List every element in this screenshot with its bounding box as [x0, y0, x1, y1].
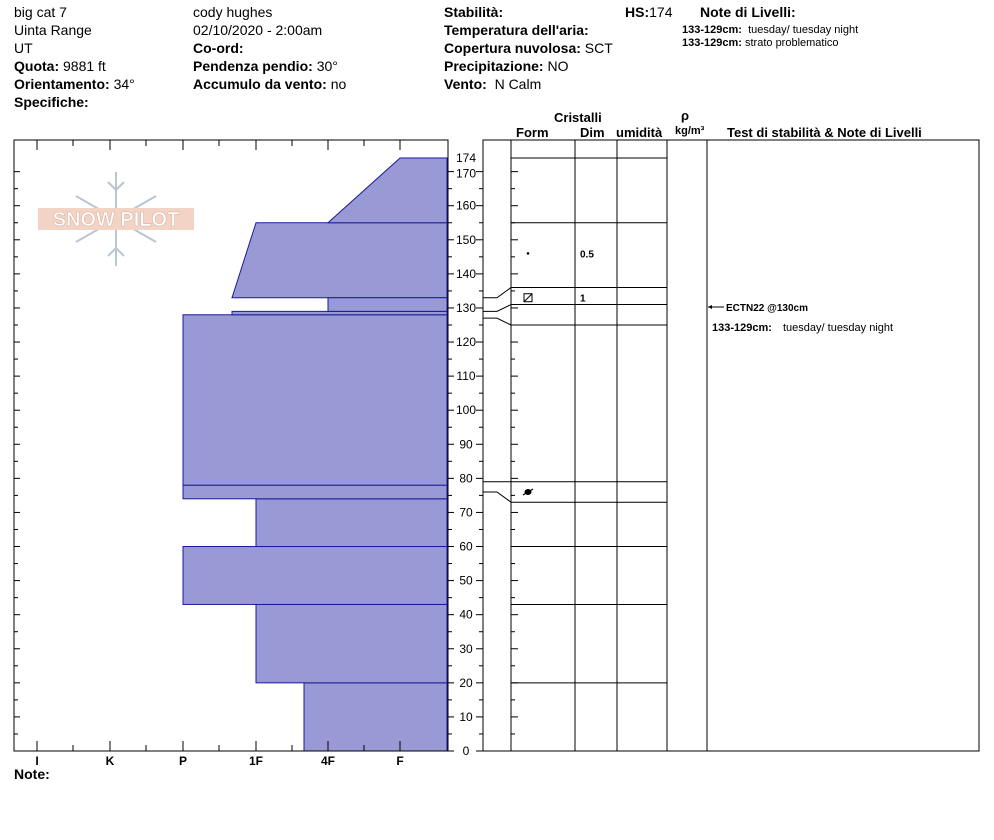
- wind-value: N Calm: [494, 76, 542, 92]
- aspect-label: Orientamento:: [14, 76, 110, 92]
- stability-label: Stabilità:: [444, 4, 504, 20]
- wind-loading-value: no: [330, 76, 347, 92]
- wind-loading-label: Accumulo da vento:: [193, 76, 327, 92]
- y-tick-label-40: 40: [459, 607, 473, 622]
- grain-symbol-dot-icon: [527, 252, 530, 255]
- hardness-layer-8: [328, 158, 447, 223]
- coord-label: Co-ord:: [193, 40, 244, 56]
- hardness-layer-6: [232, 311, 447, 314]
- rho-header: ρ: [681, 108, 690, 123]
- x-tick-label-P: P: [178, 754, 188, 768]
- y-tick-label-90: 90: [459, 437, 473, 452]
- hardness-layer-7: [232, 223, 447, 298]
- y-tick-label-150: 150: [455, 232, 477, 247]
- layer-note-2-range: 133-129cm:: [682, 37, 742, 49]
- cloud-value: SCT: [584, 40, 613, 56]
- hardness-layer-4: [183, 485, 447, 499]
- humidity-header: umidità: [616, 125, 663, 140]
- slope-label: Pendenza pendio:: [193, 58, 313, 74]
- crystals-header: Cristalli: [554, 110, 602, 125]
- grain-size-label-1: 1: [580, 293, 586, 305]
- hardness-layer-1: [256, 604, 447, 682]
- grain-symbol-faceted-diag-icon: [524, 294, 532, 302]
- air-temp-label: Temperatura dell'aria:: [444, 22, 589, 38]
- location-name: big cat 7: [14, 4, 67, 20]
- right-layer-note-text: tuesday/ tuesday night: [783, 322, 894, 334]
- mountain-range: Uinta Range: [14, 22, 92, 38]
- hs-label: HS:: [625, 4, 650, 20]
- y-tick-label-160: 160: [455, 198, 477, 213]
- hardness-layer-3: [256, 499, 447, 547]
- wind-label: Vento:: [444, 76, 487, 92]
- layer-note-2-text: strato problematico: [745, 37, 839, 49]
- precip-value: NO: [547, 58, 569, 74]
- y-tick-label-130: 130: [455, 300, 477, 315]
- y-tick-label-10: 10: [459, 709, 473, 724]
- y-tick-label-70: 70: [459, 505, 473, 520]
- right-layer-note-range: 133-129cm:: [712, 322, 772, 334]
- layer-note-1-text: tuesday/ tuesday night: [748, 24, 859, 36]
- hardness-layer-weak: [328, 298, 447, 312]
- x-tick-label-I: I: [35, 754, 39, 768]
- y-tick-label-110: 110: [456, 369, 476, 384]
- snowpilot-logo: [38, 172, 194, 266]
- y-tick-label-80: 80: [459, 471, 473, 486]
- layer-notes-title: Note di Livelli:: [700, 4, 796, 20]
- hardness-layer-0: [304, 683, 447, 751]
- aspect-value: 34°: [113, 76, 135, 92]
- elevation-label: Quota:: [14, 58, 60, 74]
- y-tick-label-170: 170: [455, 166, 477, 181]
- y-tick-label-30: 30: [459, 641, 473, 656]
- grain-size-label-0: 0.5: [580, 249, 594, 261]
- density-unit-header: kg/m³: [675, 125, 705, 137]
- layer-connector-1: [483, 305, 511, 312]
- layer-connector-0: [483, 288, 511, 298]
- slope-value: 30°: [316, 58, 338, 74]
- y-tick-label-60: 60: [459, 539, 473, 554]
- x-tick-label-K: K: [105, 754, 115, 768]
- y-tick-label-50: 50: [459, 573, 473, 588]
- y-tick-label-100: 100: [455, 403, 477, 418]
- form-header: Form: [516, 125, 549, 140]
- y-tick-label-120: 120: [455, 335, 477, 350]
- x-tick-label-1F: 1F: [248, 754, 264, 768]
- x-tick-label-F: F: [396, 754, 404, 768]
- y-tick-label-140: 140: [455, 266, 477, 281]
- elevation-value: 9881 ft: [63, 58, 106, 74]
- x-tick-label-4F: 4F: [320, 754, 336, 768]
- layer-note-1-range: 133-129cm:: [682, 24, 742, 36]
- stability-test-label: ECTN22 @130cm: [726, 303, 809, 314]
- precip-label: Precipitazione:: [444, 58, 544, 74]
- y-tick-label-174: 174: [455, 151, 477, 165]
- layer-connector-4: [483, 492, 511, 502]
- specifics-label: Specifiche:: [14, 94, 89, 110]
- footer-note-label: Note:: [14, 766, 50, 782]
- cloud-label: Copertura nuvolosa:: [444, 40, 581, 56]
- stability-tests-header: Test di stabilità & Note di Livelli: [727, 125, 922, 140]
- grain-table-frame: [483, 140, 979, 751]
- dim-header: Dim: [580, 125, 605, 140]
- hs-value: 174: [649, 4, 673, 20]
- layer-connector-2: [483, 318, 511, 325]
- logo-text: SNOW PILOT: [52, 209, 180, 231]
- hardness-layer-5: [183, 315, 447, 485]
- hardness-layer-2: [183, 547, 447, 605]
- state: UT: [14, 40, 33, 56]
- observer: cody hughes: [193, 4, 273, 20]
- y-tick-label-20: 20: [459, 675, 473, 690]
- y-tick-label-0: 0: [462, 744, 470, 758]
- datetime: 02/10/2020 - 2:00am: [193, 22, 323, 38]
